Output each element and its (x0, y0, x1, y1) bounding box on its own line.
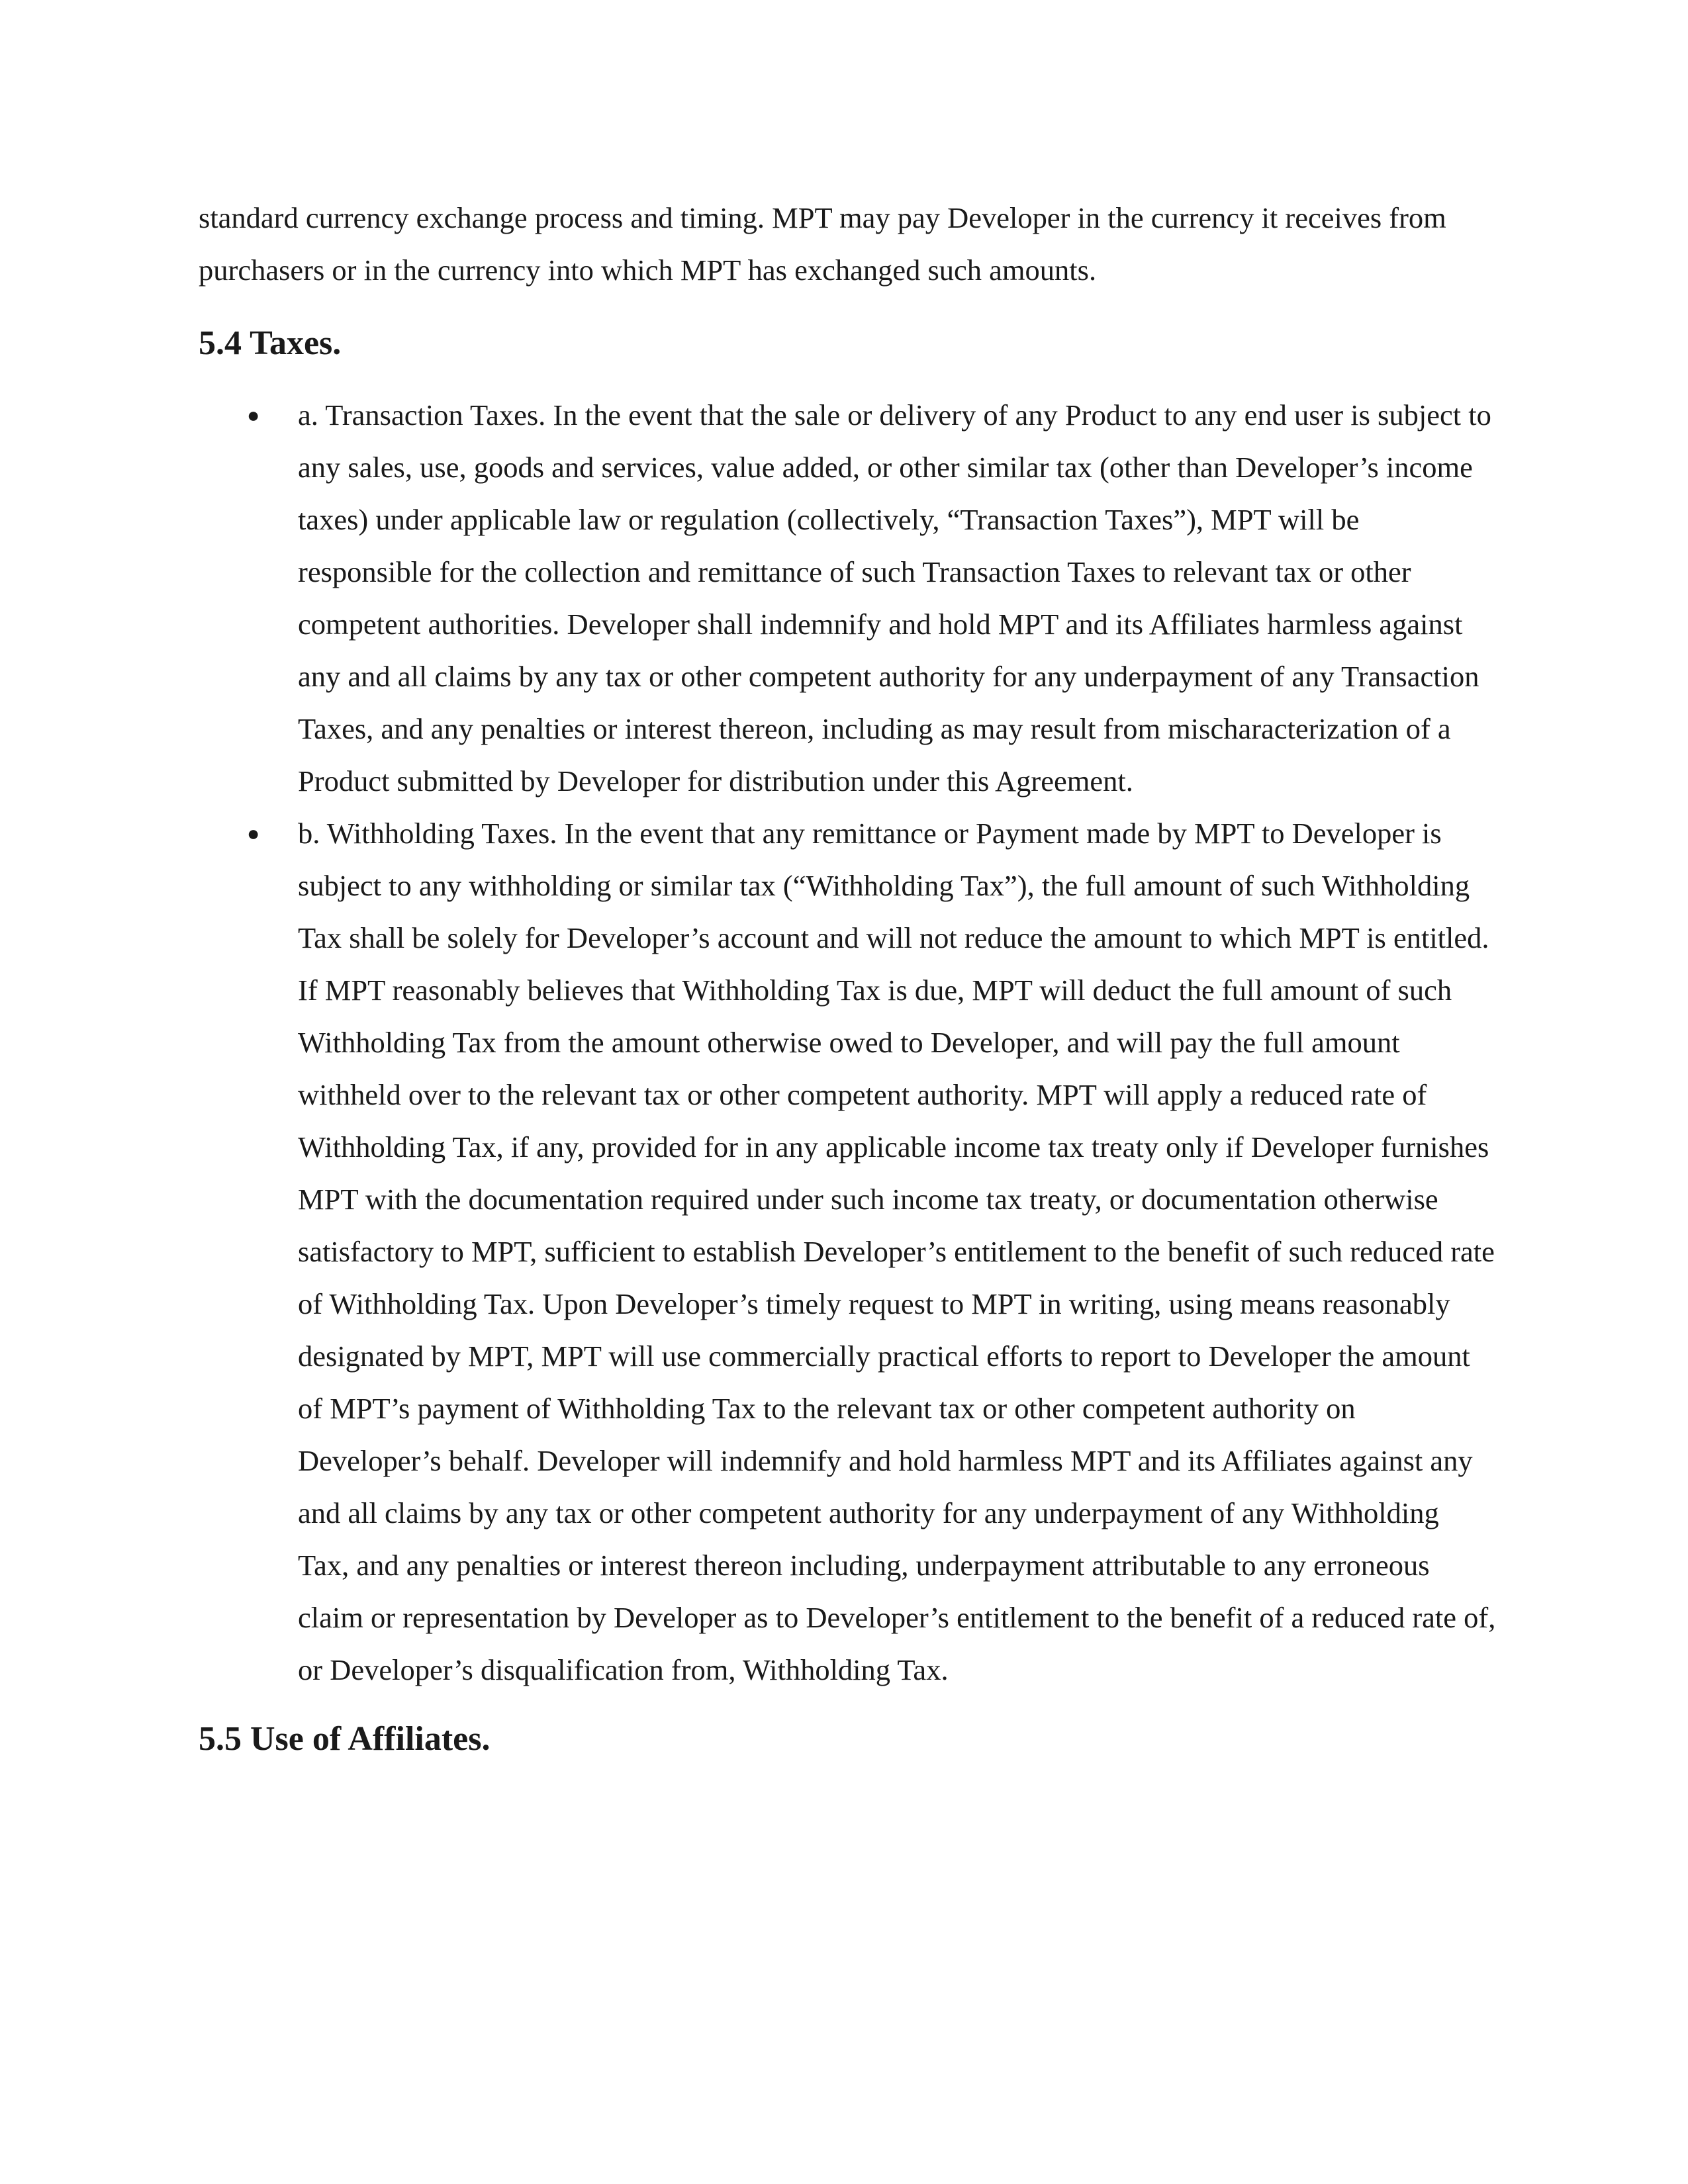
section-title: Taxes (250, 324, 333, 362)
withholding-taxes-text: b. Withholding Taxes. In the event that any remittance or Payment made by MPT to Developer is subject to any withholding or similar tax (“Withholding Tax”), the full amount of such Withholding Tax shall be solely for Developer’s account and will not reduce the amount to which MPT is entitled. If MPT reasonably believes that Withholding Tax is due, MPT will deduct the full amount of such Withholding Tax from the amount otherwise owed to Developer, and will pay the full amount withheld over to the relevant tax or other competent authority. MPT will apply a reduced rate of Withholding Tax, if any, provided for in any applicable income tax treaty only if Developer furnishes MPT with the documentation required under such income tax treaty, or documentation otherwise satisfactory to MPT, sufficient to establish Developer’s entitlement to the benefit of such reduced rate of Withholding Tax. Upon Developer’s timely request to MPT in writing, using means reasonably designated by MPT, MPT will use commercially practical efforts to report to Developer the amount of MPT’s payment of Withholding Tax to the relevant tax or other competent authority on Developer’s behalf. Developer will indemnify and hold harmless MPT and its Affiliates against any and all claims by any tax or other competent authority for any underpayment of any Withholding Tax, and any penalties or interest thereon including, underpayment attributable to any erroneous claim or representation by Developer as to Developer’s entitlement to the benefit of a reduced rate of, or Developer’s disqualification from, Withholding Tax. (298, 817, 1496, 1686)
transaction-taxes-text: a. Transaction Taxes. In the event that the sale or delivery of any Product to any end user is subject to any sales, use, goods and services, value added, or other similar tax (other than Developer’s income taxes) under applicable law or regulation (collectively, “Transaction Taxes”), MPT will be responsible for the collection and remittance of such Transaction Taxes to relevant tax or other competent authorities. Developer shall indemnify and hold MPT and its Affiliates harmless against any and all claims by any tax or other competent authority for any underpayment of any Transaction Taxes, and any penalties or interest thereon, including as may result from mischaracterization of a Product submitted by Developer for distribution under this Agreement. (298, 398, 1491, 797)
section-heading-5-4 (199, 320, 1496, 367)
section-title-period: . (481, 1720, 491, 1758)
taxes-bullet-list (199, 389, 1496, 1696)
section-number: 5.5 (199, 1720, 242, 1758)
document-page (199, 192, 1496, 1762)
list-item (199, 807, 1496, 1696)
bullet-icon: ● (247, 403, 260, 427)
intro-paragraph: standard currency exchange process and timing. MPT may pay Developer in the currency it receives from purchasers or in the currency into which MPT has exchanged such amounts. (199, 201, 1446, 287)
section-number: 5.4 (199, 324, 242, 362)
section-title-period: . (332, 324, 342, 362)
section-heading-5-5 (199, 1716, 1496, 1762)
bullet-icon: ● (247, 821, 260, 845)
list-item (199, 389, 1496, 807)
section-title: Use of Affiliates (250, 1720, 482, 1758)
